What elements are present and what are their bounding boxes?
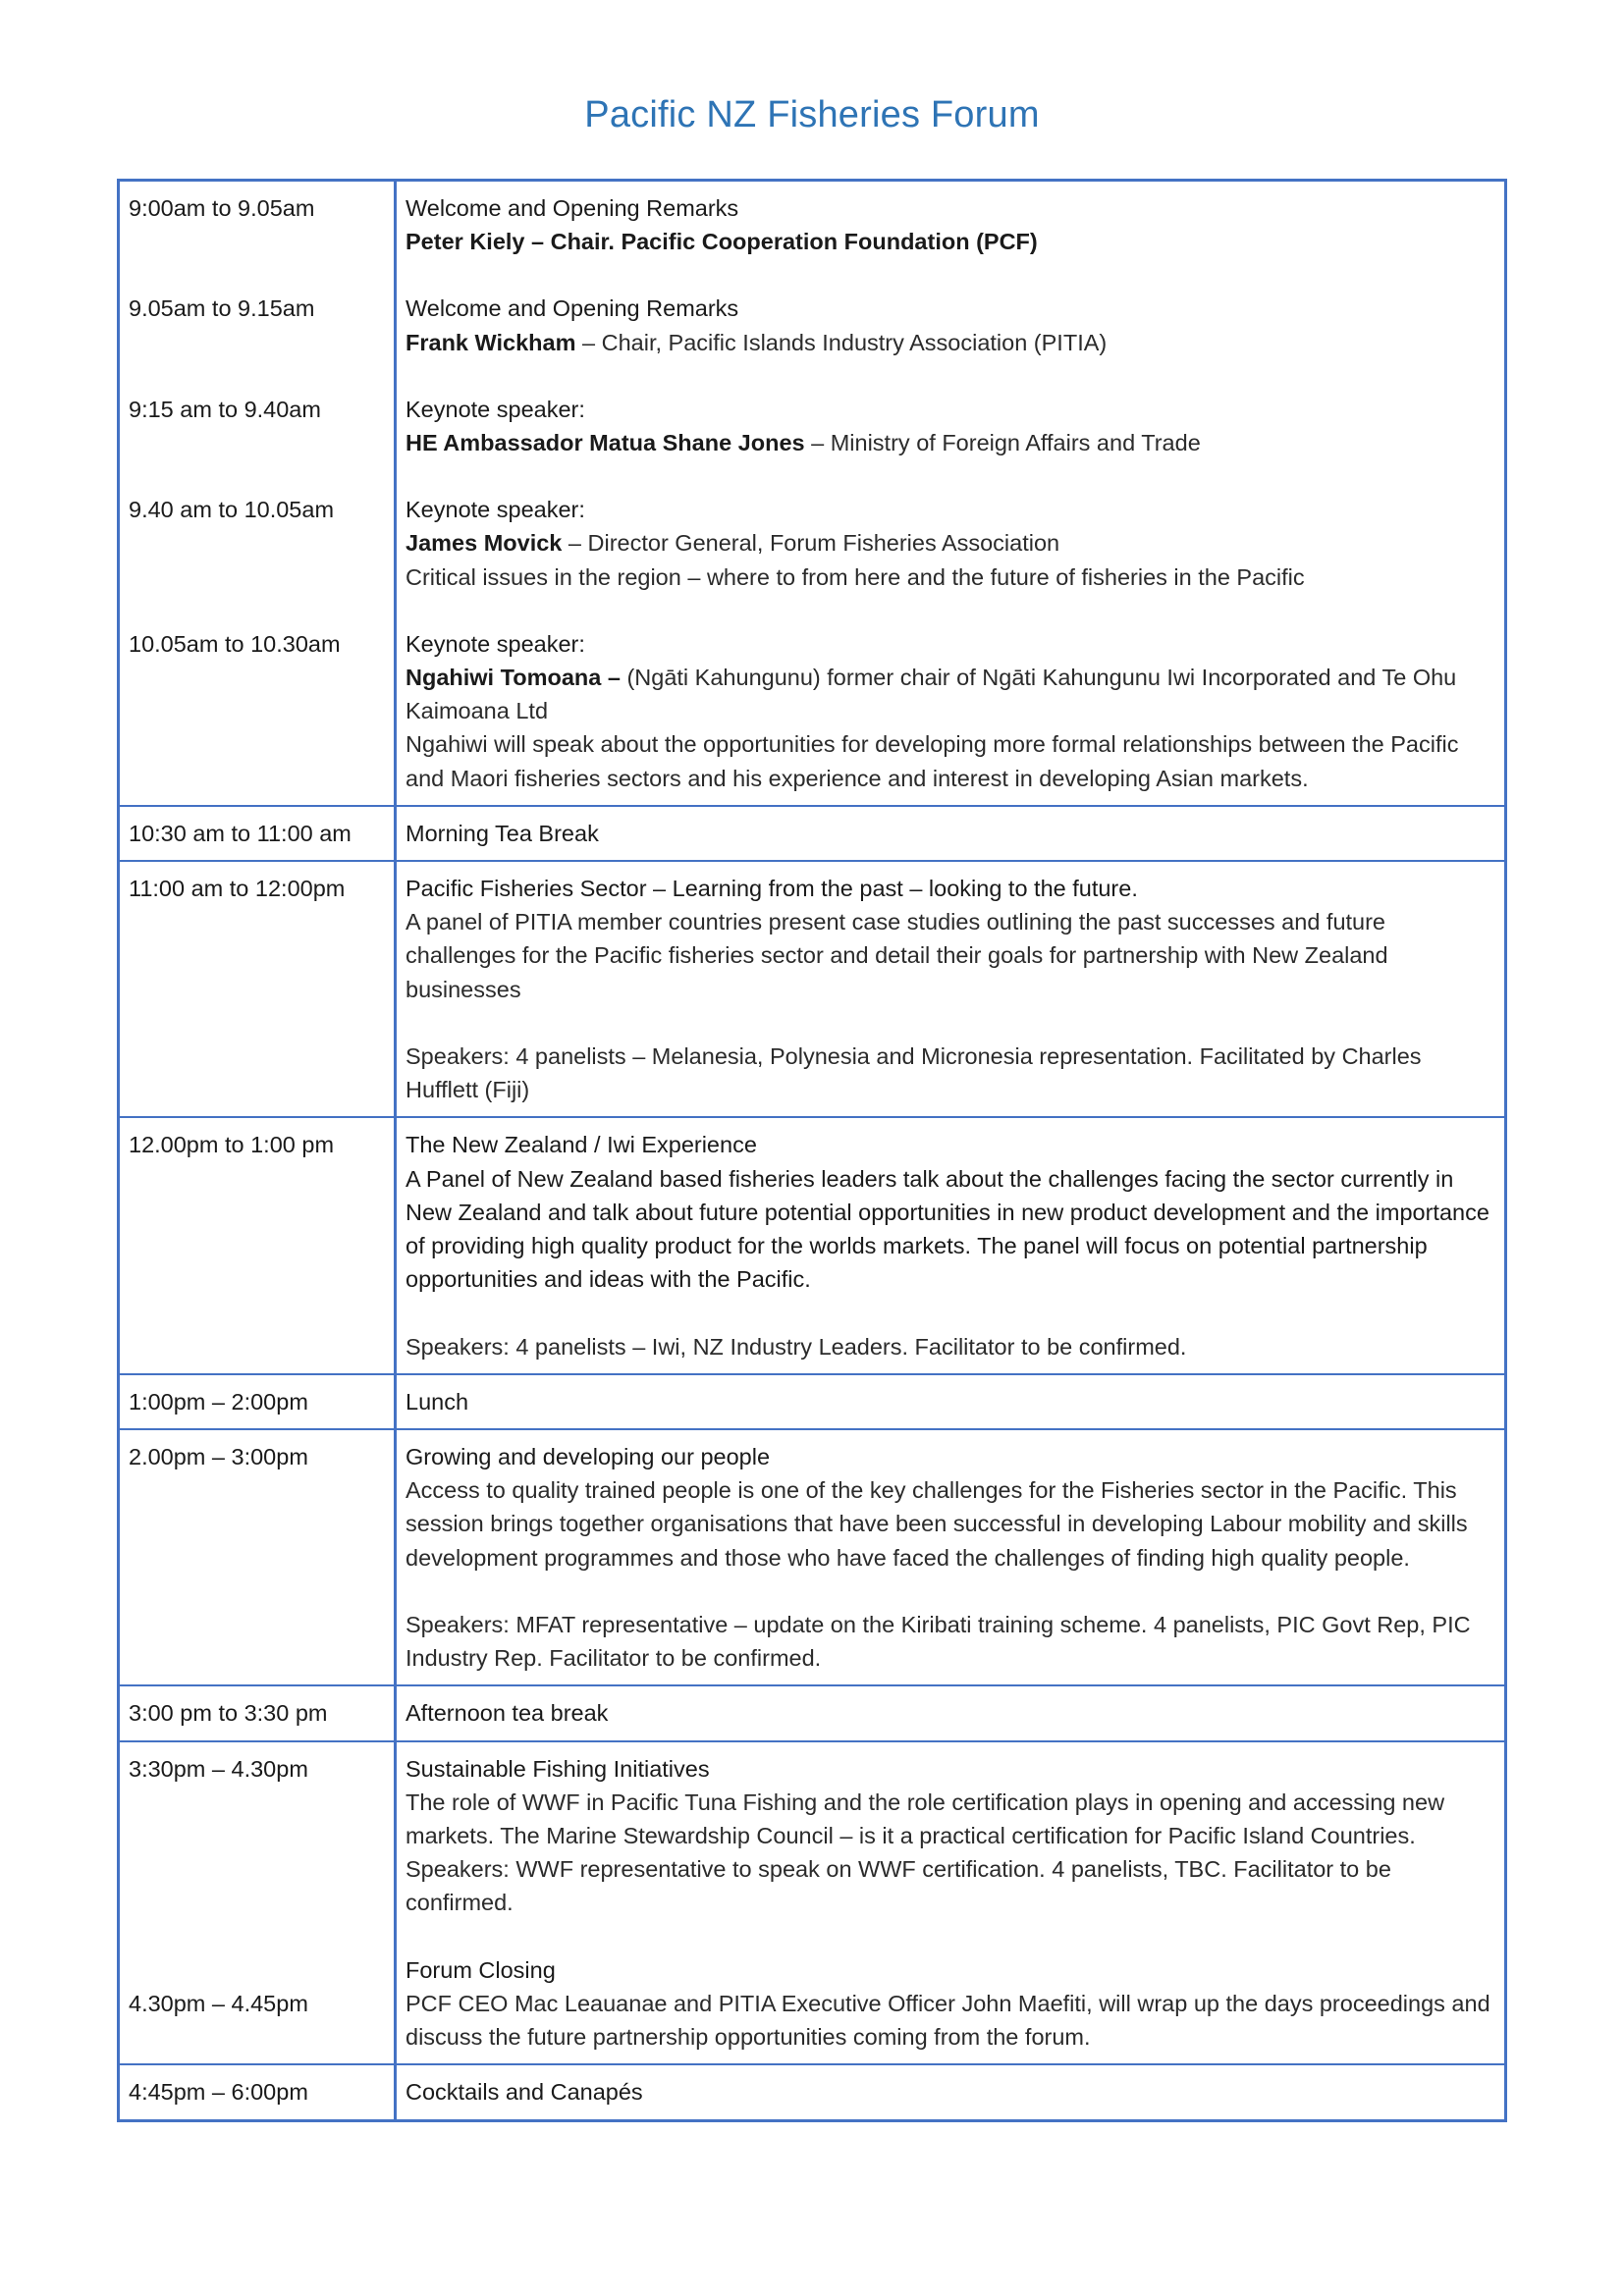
speaker-role: – Director General, Forum Fisheries Association	[562, 530, 1060, 557]
time-cell: 3:00 pm to 3:30 pm	[119, 1685, 396, 1740]
session-heading: Cocktails and Canapés	[396, 2064, 1506, 2120]
table-row	[119, 1374, 1506, 1429]
speaker-name: Ngahiwi Tomoana –	[406, 665, 621, 691]
speaker-name: Peter Kiely – Chair. Pacific Cooperation Foundation (PCF)	[406, 229, 1038, 255]
time-cell: 12.00pm to 1:00 pm	[119, 1117, 396, 1373]
speaker-name: James Movick	[406, 530, 563, 557]
session-item	[406, 292, 1494, 358]
table-row	[119, 181, 1506, 806]
session-speakers: Speakers: MFAT representative – update on the Kiribati training scheme. 4 panelists, PIC Govt Rep, PIC Industry Rep. Facilitator to be confirmed.	[406, 1612, 1471, 1672]
time-cell: 11:00 am to 12:00pm	[119, 861, 396, 1117]
table-row	[119, 1429, 1506, 1685]
session-heading: Welcome and Opening Remarks	[406, 295, 739, 322]
table-row	[119, 2064, 1506, 2120]
session-description: Access to quality trained people is one of the key challenges for the Fisheries sector in the Pacific. This session brings together organisations that have been successful in developing Labour mobility and skills development programmes and those who have faced the challenges of finding high quality people.	[406, 1477, 1468, 1571]
time-cell: 10:30 am to 11:00 am	[119, 806, 396, 861]
table-row	[119, 861, 1506, 1117]
session-heading: Forum Closing	[406, 1956, 556, 1983]
session-heading: Sustainable Fishing Initiatives	[406, 1755, 710, 1782]
speaker-role: (Ngāti Kahungunu) former chair of Ngāti Kahungunu Iwi Incorporated and Te Ohu Kaimoana Ltd	[406, 665, 1457, 724]
session-heading: Keynote speaker:	[406, 497, 585, 523]
session-speakers: Speakers: 4 panelists – Melanesia, Polynesia and Micronesia representation. Facilitated by Charles Hufflett (Fiji)	[406, 1043, 1422, 1103]
time-cell	[119, 1741, 396, 2065]
session-heading: Afternoon tea break	[396, 1685, 1506, 1740]
session-description: Critical issues in the region – where to from here and the future of fisheries in the Pacific	[406, 563, 1305, 590]
session-item	[406, 493, 1494, 594]
session-cell	[396, 861, 1506, 1117]
session-heading: Keynote speaker:	[406, 396, 585, 422]
session-heading: Welcome and Opening Remarks	[406, 195, 739, 221]
session-description: A panel of PITIA member countries present case studies outlining the past successes and future challenges for the Pacific fisheries sector and detail their goals for partnership with New Zealand businesses	[406, 909, 1388, 1002]
session-cell	[396, 1429, 1506, 1685]
time-slot: 9:00am to 9.05am	[129, 195, 315, 221]
session-speakers: Speakers: WWF representative to speak on WWF certification. 4 panelists, TBC. Facilitator to be confirmed.	[406, 1856, 1391, 1916]
time-slot: 9.05am to 9.15am	[129, 295, 315, 322]
time-slot: 4.30pm – 4.45pm	[129, 1990, 308, 2016]
time-cell: 1:00pm – 2:00pm	[119, 1374, 396, 1429]
session-description: A Panel of New Zealand based fisheries leaders talk about the challenges facing the sector currently in New Zealand and talk about future potential opportunities in new product development and the importance of providing high quality product for the worlds markets. The panel will focus on potential partnership opportunities and ideas with the Pacific.	[406, 1165, 1489, 1293]
session-item	[406, 1953, 1494, 2055]
time-cell: 2.00pm – 3:00pm	[119, 1429, 396, 1685]
speaker-name: Frank Wickham	[406, 329, 576, 355]
session-description: The role of WWF in Pacific Tuna Fishing and the role certification plays in opening and accessing new markets. The Marine Stewardship Council – is it a practical certification for Pacific Island Countries.	[406, 1789, 1445, 1849]
session-heading: Pacific Fisheries Sector – Learning from the past – looking to the future.	[406, 876, 1138, 902]
session-item	[406, 191, 1494, 258]
table-row	[119, 1117, 1506, 1373]
time-slot: 3:30pm – 4.30pm	[129, 1755, 308, 1782]
speaker-name: HE Ambassador Matua Shane Jones	[406, 430, 805, 456]
speaker-role: – Chair, Pacific Islands Industry Association (PITIA)	[575, 329, 1108, 355]
table-row	[119, 1741, 1506, 2065]
session-item	[406, 627, 1494, 795]
session-description: PCF CEO Mac Leauanae and PITIA Executive Officer John Maefiti, will wrap up the days proceedings and discuss the future partnership opportunities coming from the forum.	[406, 1990, 1490, 2051]
page-title: Pacific NZ Fisheries Forum	[584, 94, 1040, 135]
time-cell	[119, 181, 396, 806]
table-row	[119, 806, 1506, 861]
session-speakers: Speakers: 4 panelists – Iwi, NZ Industry Leaders. Facilitator to be confirmed.	[406, 1333, 1187, 1360]
time-cell: 4:45pm – 6:00pm	[119, 2064, 396, 2120]
session-heading: The New Zealand / Iwi Experience	[406, 1132, 757, 1158]
session-cell	[396, 1741, 1506, 2065]
session-description: Ngahiwi will speak about the opportunities for developing more formal relationships between the Pacific and Maori fisheries sectors and his experience and interest in developing Asian markets.	[406, 731, 1459, 791]
time-slot: 9.40 am to 10.05am	[129, 497, 335, 523]
time-slot: 10.05am to 10.30am	[129, 630, 341, 657]
session-heading: Growing and developing our people	[406, 1444, 771, 1470]
session-cell	[396, 1117, 1506, 1373]
agenda-table	[117, 179, 1507, 2122]
session-cell	[396, 181, 1506, 806]
session-heading: Keynote speaker:	[406, 630, 585, 657]
table-row	[119, 1685, 1506, 1740]
time-slot: 9:15 am to 9.40am	[129, 396, 321, 422]
session-item	[406, 1752, 1494, 1920]
session-item	[406, 393, 1494, 459]
speaker-role: – Ministry of Foreign Affairs and Trade	[804, 430, 1201, 456]
session-heading: Morning Tea Break	[396, 806, 1506, 861]
session-heading: Lunch	[396, 1374, 1506, 1429]
